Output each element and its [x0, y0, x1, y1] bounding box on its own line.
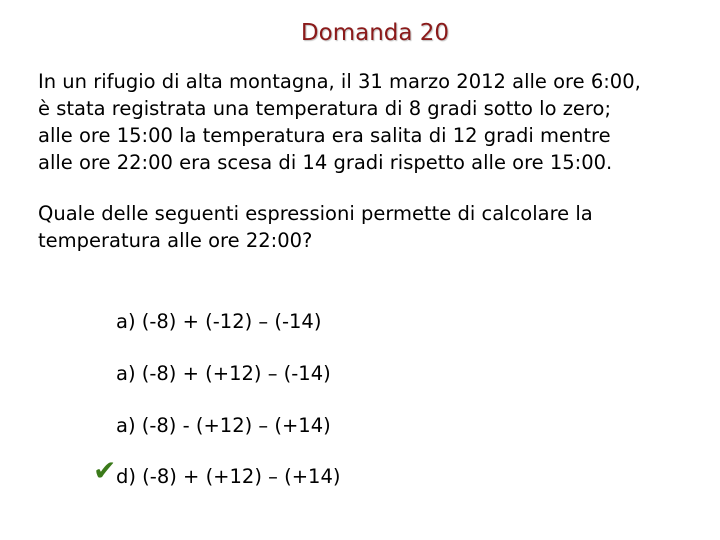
question-line: alle ore 15:00 la temperatura era salita di 12 gradi mentre — [38, 124, 611, 147]
checkmark-icon: ✔ — [93, 454, 117, 487]
prompt-line: temperatura alle ore 22:00? — [38, 229, 313, 252]
answer-option-2[interactable]: a) (-8) + (+12) – (-14) — [116, 362, 331, 385]
prompt-line: Quale delle seguenti espressioni permette di calcolare la — [38, 202, 593, 225]
question-prompt — [38, 200, 708, 254]
answer-option-1[interactable]: a) (-8) + (-12) – (-14) — [116, 310, 322, 333]
answer-option-3[interactable]: a) (-8) - (+12) – (+14) — [116, 414, 331, 437]
question-line: alle ore 22:00 era scesa di 14 gradi rispetto alle ore 15:00. — [38, 151, 613, 174]
question-line: In un rifugio di alta montagna, il 31 marzo 2012 alle ore 6:00, — [38, 70, 641, 93]
question-text — [38, 68, 708, 176]
question-line: è stata registrata una temperatura di 8 gradi sotto lo zero; — [38, 97, 612, 120]
answer-option-4[interactable]: d) (-8) + (+12) – (+14) — [116, 465, 341, 488]
question-title: Domanda 20 — [300, 20, 450, 46]
